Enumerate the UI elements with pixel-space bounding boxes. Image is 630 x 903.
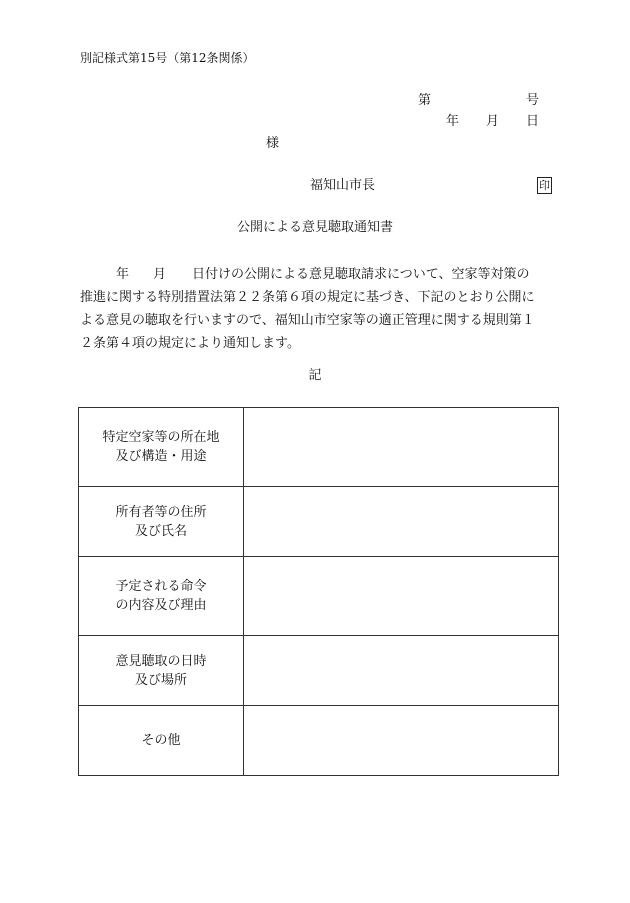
row-label: 所有者等の住所 及び氏名 [79, 487, 244, 557]
document-title: 公開による意見聴取通知書 [236, 220, 393, 235]
notice-body [80, 263, 554, 355]
row-value-cell[interactable] [244, 557, 559, 636]
table-row [79, 408, 559, 487]
table-row [79, 557, 559, 636]
row-label: 特定空家等の所在地 及び構造・用途 [79, 408, 244, 487]
body-year-label: 年 [116, 267, 130, 282]
body-line-3: よる意見の聴取を行いますので、福知山市空家等の適正管理に関する規則第１ [80, 313, 535, 328]
ki-heading: 記 [308, 368, 322, 383]
form-id: 別記様式第15号（第12条関係） [80, 51, 255, 65]
row-value-cell[interactable] [244, 636, 559, 706]
row-label: 予定される命令 の内容及び理由 [79, 557, 244, 636]
details-table [78, 407, 559, 776]
row-label: その他 [79, 706, 244, 776]
date-year-label: 年 [446, 114, 460, 129]
date-day-label: 日 [526, 114, 540, 129]
table-row [79, 706, 559, 776]
body-line-4: ２条第４項の規定により通知します。 [80, 336, 300, 351]
document-number-label: 第 [418, 93, 432, 108]
date-month-label: 月 [486, 114, 500, 129]
row-value-cell[interactable] [244, 706, 559, 776]
row-value-cell[interactable] [244, 487, 559, 557]
table-row [79, 487, 559, 557]
recipient-honorific: 様 [266, 136, 280, 151]
body-month-label: 月 [153, 267, 167, 282]
row-value-cell[interactable] [244, 408, 559, 487]
body-line-1: 年 月 日付けの公開による意見聴取請求について、空家等対策の [116, 267, 530, 282]
row-label: 意見聴取の日時 及び場所 [79, 636, 244, 706]
body-line-2: 推進に関する特別措置法第２２条第６項の規定に基づき、下記のとおり公開に [80, 290, 535, 305]
table-row [79, 636, 559, 706]
document-number-suffix: 号 [526, 93, 540, 108]
seal-box: 印 [539, 179, 550, 192]
sender-name: 福知山市長 [310, 178, 376, 193]
